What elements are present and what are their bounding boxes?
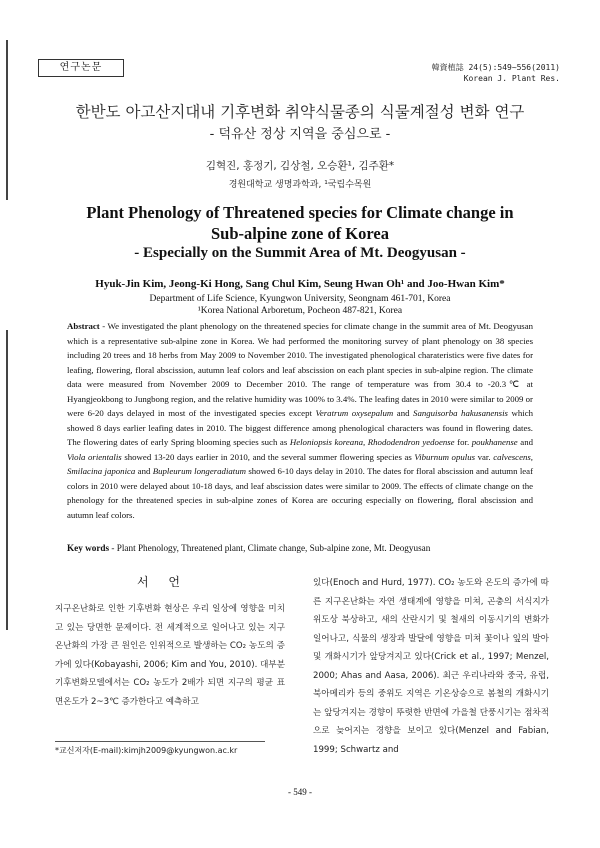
species-name: Veratrum oxysepalum [315,408,394,418]
english-title-line1: Plant Phenology of Threatened species for Climate change in [86,203,514,222]
korean-affiliation: 경원대학교 생명과학과, ¹국립수목원 [228,180,372,190]
abstract-text: which showed 8 days earlier leafing dates in 2010. The biggest difference among phenological characters was found in flowering dates. The flowering dates of early Spring blooming species such as [67,408,534,447]
keywords [67,543,533,553]
abstract-text: showed 13-20 days earlier in 2010, and the several summer flowering species as [121,451,415,462]
abstract-text: var. [475,451,494,462]
english-title-line3: - Especially on the Summit Area of Mt. Deogyusan - [134,245,466,261]
korean-title: 한반도 아고산지대내 기후변화 취약식물종의 식물계절성 변화 연구 [75,103,525,121]
corresponding-author-footnote: *교신저자(E-mail):kimjh2009@kyungwon.ac.kr [55,746,238,755]
keywords-label: Key words [67,543,110,553]
abstract-label: Abstract [67,321,100,331]
english-authors: Hyuk-Jin Kim, Jeong-Ki Hong, Sang Chul Kim, Seung Hwan Oh¹ and Joo-Hwan Kim* [95,278,505,290]
abstract-text: and [517,437,533,447]
species-name: Heloniopsis koreana, Rhododendron yedoense [289,437,455,447]
abstract-text: showed 6-10 days delay in 2010. The dates for floral abscission and autumn leaf colors in 2010 were delayed about 10-18 days, and leaf abscission dates were similar to 2009. The effects of climate change on the phenology for the threatened species in sub-alpine zones of Korea are occuring especially on flowering, floral abscission and autumn leaf colors. [67,466,534,520]
korean-subtitle: - 덕유산 정상 지역을 중심으로 - [209,127,391,142]
species-name: Sanguisorba hakusanensis [413,408,508,418]
scan-edge-mark [6,330,8,630]
journal-name: Korean J. Plant Res. [463,74,560,83]
species-name: Viburnum opulus [414,451,476,462]
footnote-divider [55,741,265,742]
keywords-text: - Plant Phenology, Threatened plant, Climate change, Sub-alpine zone, Mt. Deogyusan [109,543,431,553]
abstract-text: and [393,408,414,418]
abstract [67,319,533,522]
abstract-text: for. [454,437,472,447]
journal-citation-line: 韓資植誌 24(5):549~556(2011) [431,63,560,72]
abstract-text: and [135,466,153,476]
korean-authors: 김혁진, 홍정기, 김상철, 오승환¹, 김주환* [205,160,395,172]
introduction-right-column: 있다(Enoch and Hurd, 1977). CO₂ 농도와 온도의 증가에 따른 지구온난화는 자연 생태계에 영향을 미쳐, 곤충의 서식지가 위도상 북상하고, 새의 산란시기 및 철새의 이동시기의 변화가 일어나고, 식물의 생장과 발달에 영향을 미쳐 꽃이나 잎의 발아 및 개화시기가 앞당겨지고 있다(Crick et al., 1997; Menzel, 2000; Ahas and Aasa, 2006). 최근 우리나라와 중국, 유럽, 북아메리카 등의 중위도 지역은 기온상승으로 봄철의 개화시기는 앞당겨지는 경향이 뚜렷한 반면에 가을철 단풍시기는 점차적으로 늦어지는 경향을 보이고 있다(Menzel and Fabian, 1999; Schwartz and [313,578,549,755]
species-name: poukhanense [471,437,518,447]
page-number: - 549 - [288,787,312,797]
scan-edge-mark [6,40,8,200]
english-title-line2: Sub-alpine zone of Korea [211,224,389,243]
introduction-left-column: 지구온난화로 인한 기후변화 현상은 우리 일상에 영향을 미치고 있는 당면한 문제이다. 전 세계적으로 일어나고 있는 지구온난화의 가장 큰 원인은 인위적으로 발생하는 CO₂ 농도의 증가에 있다(Kobayashi, 2006; Kim and You, 2010). 대부분 기후변화모델에서는 CO₂ 농도가 2배가 되면 지구의 평균 표면온도가 2~3℃ 증가한다고 예측하고 [55,604,285,707]
abstract-text: - We investigated the plant phenology on the threatened species for climate change in the summit area of Mt. Deogyusan which is a representative sub-alpine zone in Korea. We had performed the monitoring survey of plant phenology on 38 species including 20 trees and 18 herbs from May 2009 to November 2010. The investigated phenological charateristics were five dates for leafing, flowering, floral abscission, autumn leaf colors and leaf abscission on each plant species in sub-alpine region. The climate data were measured from November 2009 to December 2010. The range of temperature was from 30.4 to -20.3℃ at Hyangjeokbong to Jungbong region, and the relative humidity was 100% to 3.4%. The leafing dates in 2010 were similar to 2009 or were 6-20 days delayed in most of the investigated species except [67,321,533,418]
species-name: Bupleurum longeradiatum [152,466,246,476]
species-name: calvescens, Smilacina japonica [67,451,533,476]
journal-citation [432,62,560,84]
species-name: Viola orientalis [67,451,122,462]
english-affiliation-2: ¹Korea National Arboretum, Pocheon 487-821, Korea [197,306,403,316]
introduction-heading: 서 언 [137,575,188,589]
article-type-tag: 연구논문 [38,59,124,77]
english-affiliation-1: Department of Life Science, Kyungwon University, Seongnam 461-701, Korea [149,294,451,304]
